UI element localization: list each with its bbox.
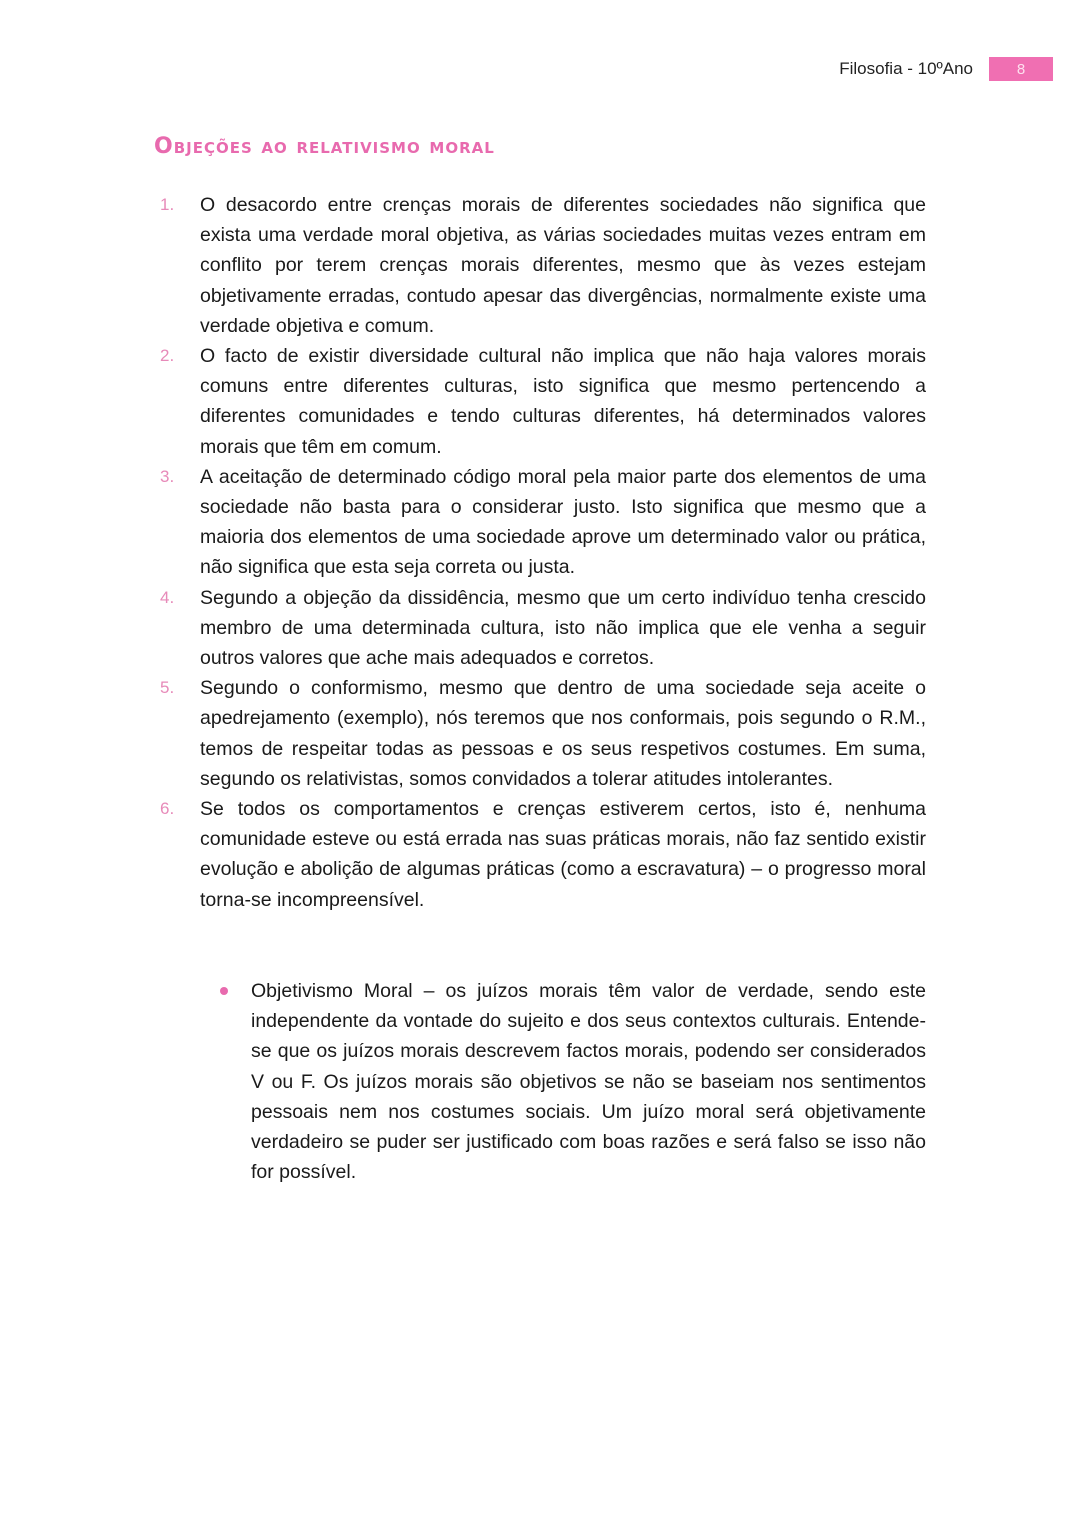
item-text: O facto de existir diversidade cultural não implica que não haja valores morais comuns entre diferentes culturas, isto significa que mesmo pertencendo a diferentes comunidades e tendo culturas diferentes, há determinados valores morais que têm em comum. xyxy=(200,345,926,458)
list-item xyxy=(160,673,926,794)
item-number: 1. xyxy=(160,195,175,214)
item-number: 6. xyxy=(160,799,175,819)
bullet-text: Objetivismo Moral – os juízos morais têm valor de verdade, sendo este independente da vontade do sujeito e dos seus contextos culturais. Entende-se que os juízos morais descrevem factos morais, podendo ser considerados V ou F. Os juízos morais são objetivos se não se baseiam nos sentimentos pessoais nem nos costumes sociais. Um juízo moral será objetivamente verdadeiro se puder ser justificado com boas razões e será falso se isso não for possível. xyxy=(251,980,926,1184)
document-title: Filosofia - 10ºAno xyxy=(839,59,973,78)
item-text: Segundo a objeção da dissidência, mesmo que um certo indivíduo tenha crescido membro de uma determinada cultura, isto não implica que ele venha a seguir outros valores que ache mais adequados e corretos. xyxy=(200,586,926,670)
list-item xyxy=(160,462,926,583)
section-title: Objeções ao relativismo moral xyxy=(154,134,495,159)
list-item xyxy=(160,583,926,674)
objectivism-bullet xyxy=(210,976,926,1187)
item-number: 2. xyxy=(160,346,175,366)
item-text: A aceitação de determinado código moral pela maior parte dos elementos de uma sociedade não basta para o considerar justo. Isto significa que mesmo que a maioria dos elementos de uma sociedade aprove um determinado valor ou prática, não significa que esta seja correta ou justa. xyxy=(200,465,926,579)
item-number: 4. xyxy=(160,587,175,607)
list-item xyxy=(160,794,926,915)
item-text: Segundo o conformismo, mesmo que dentro de uma sociedade seja aceite o apedrejamento (exemplo), nós teremos que nos conformais, pois segundo o R.M., temos de respeitar todas as pessoas e os seus respetivos costumes. Em suma, segundo os relativistas, somos convidados a tolerar atitudes intolerantes. xyxy=(200,677,926,790)
item-number: 3. xyxy=(160,466,175,486)
list-item xyxy=(160,190,926,341)
page-number-badge: 8 xyxy=(989,57,1053,81)
objections-list xyxy=(160,190,926,915)
page-header xyxy=(839,57,1053,81)
item-text: O desacordo entre crenças morais de diferentes sociedades não significa que exista uma verdade moral objetiva, as várias sociedades muitas vezes entram em conflito por terem crenças morais diferentes, mesmo que às vezes estejam objetivamente erradas, contudo apesar das divergências, normalmente existe uma verdade objetiva e comum. xyxy=(200,194,926,337)
list-item xyxy=(160,341,926,462)
item-text: Se todos os comportamentos e crenças estiverem certos, isto é, nenhuma comunidade esteve ou está errada nas suas práticas morais, não faz sentido existir evolução e abolição de algumas práticas (como a escravatura) – o progresso moral torna-se incompreensível. xyxy=(200,798,926,911)
item-number: 5. xyxy=(160,678,175,698)
bullet-dot-icon xyxy=(210,976,251,1187)
